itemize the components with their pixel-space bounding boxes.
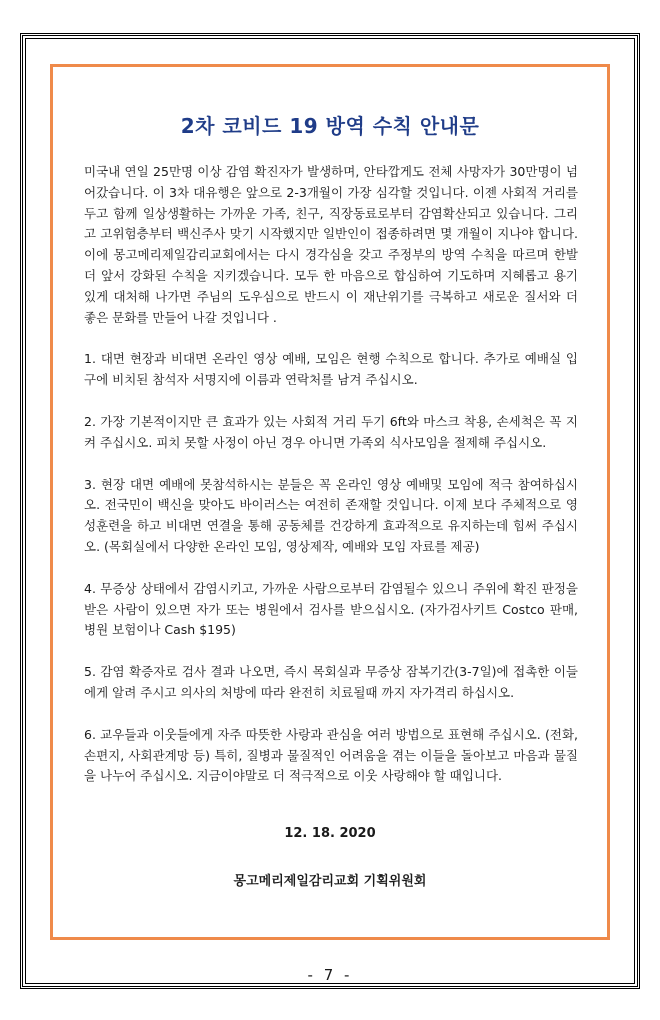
document-title: 2차 코비드 19 방역 수칙 안내문 [180,114,480,138]
guideline-item-5: 5. 감염 확증자로 검사 결과 나오면, 즉시 목회실과 무증상 잠복기간(3-7일)에 접촉한 이들에게 알려 주시고 의사의 처방에 따라 완전히 치료될때 까지 자가격리 하십시오. [84,664,578,700]
intro-paragraph: 미국내 연일 25만명 이상 감염 확진자가 발생하며, 안타깝게도 전체 사망자가 30만명이 넘어갔습니다. 이 3차 대유행은 앞으로 2-3개월이 가장 심각할 것입니다. 이젠 사회적 거리를 두고 함께 일상생활하는 가까운 가족, 친구, 직장동료로부터 감염확산되고 있습니다. 그리고 고위험층부터 백신주사 맞기 시작했지만 일반인이 접종하려면 몇 개월이 지나야 합니다. 이에 몽고메리제일감리교회에서는 다시 경각심을 갖고 주정부의 방역 수칙을 따르며 한발더 앞서 강화된 수칙을 지키겠습니다. 모두 한 마음으로 합심하여 기도하며 지혜롭고 용기있게 대처해 나가면 주님의 도우심으로 반드시 이 재난위기를 극복하고 새로운 질서와 더 좋은 문화를 만들어 나갈 것입니다 . [84,164,578,325]
page-number: - 7 - [307,966,353,984]
document-body [84,162,578,787]
guideline-item-1: 1. 대면 현장과 비대면 온라인 영상 예배, 모임은 현행 수칙으로 합니다. 추가로 예배실 입구에 비치된 참석자 서명지에 이름과 연락처를 남겨 주십시오. [84,351,578,388]
organization-signature: 몽고메리제일감리교회 기획위원회 [233,874,427,889]
guideline-item-4: 4. 무증상 상태에서 감염시키고, 가까운 사람으로부터 감염될수 있으니 주위에 확진 판정을 받은 사람이 있으면 자가 또는 병원에서 검사를 받으십시오. (자가검사키트 Costco 판매, 병원 보험이나 Cash $195) [84,580,578,638]
guideline-item-6: 6. 교우들과 이웃들에게 자주 따뜻한 사랑과 관심을 여러 방법으로 표현해 주십시오. (전화,손편지, 사회관계망 등) 특히, 질병과 물질적인 어려움을 겪는 이들을 돌아보고 마음과 물질을 나누어 주십시오. 지금이야말로 더 적극적으로 이웃 사랑해야 할 때입니다. [84,726,578,784]
guideline-item-3: 3. 현장 대면 예배에 못참석하시는 분들은 꼭 온라인 영상 예배및 모임에 적극 참여하십시오. 전국민이 백신을 맞아도 바이러스는 여전히 존재할 것입니다. 이제 보다 주체적으로 영성훈련을 하고 비대면 연결을 통해 공동체를 건강하게 효과적으로 유지하는데 힘써 주십시오. (목회실에서 다양한 온라인 모임, 영상제작, 예배와 모임 자료를 제공) [84,476,578,554]
guideline-item-2: 2. 가장 기본적이지만 큰 효과가 있는 사회적 거리 두기 6ft와 마스크 착용, 손세척은 꼭 지켜 주십시오. 피치 못할 사정이 아닌 경우 아니면 가족외 식사모임을 절제해 주십시오. [84,413,578,450]
document-date: 12. 18. 2020 [284,826,376,841]
